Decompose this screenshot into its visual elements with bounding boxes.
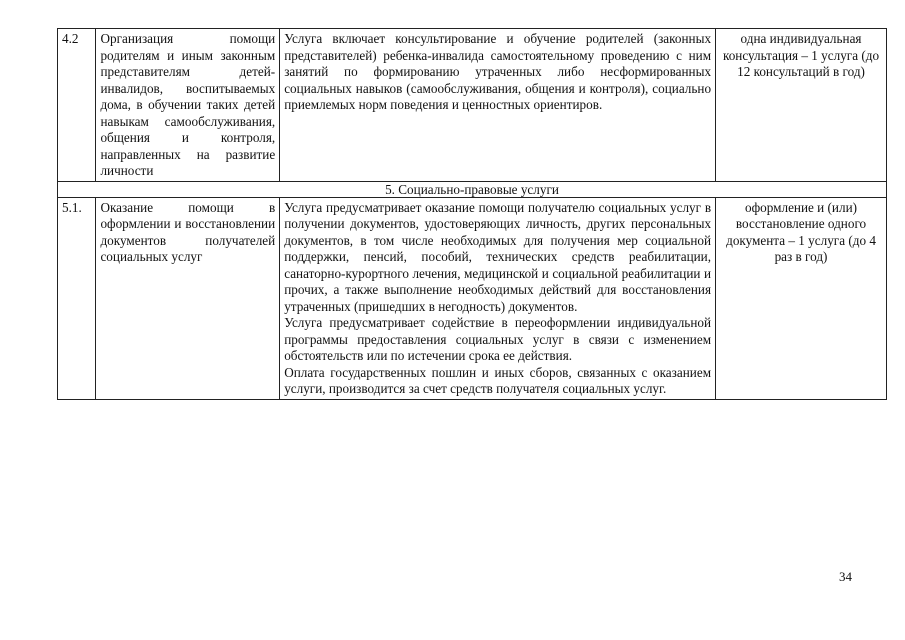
description-paragraph: Услуга предусматривает содействие в переоформлении индивидуальной программы предоставления социальных услуг в связи с изменением обстоятельств или по истечении срока ее действия. bbox=[284, 315, 712, 363]
description-paragraph: Услуга включает консультирование и обучение родителей (законных представителей) ребенка-инвалида самостоятельному проведению с ним занятий по формированию утраченных либо несформированных социальных навыков (самообслуживания, общения и контроля), социально приемлемых норм поведения и ценностных ориентиров. bbox=[284, 31, 712, 112]
table-row bbox=[58, 197, 887, 399]
description-paragraph: Услуга предусматривает оказание помощи получателю социальных услуг в получении документов, удостоверяющих личность, других персональных документов, в том числе необходимых для получения мер социальной поддержки, пенсий, пособий, технических средств реабилитации, санаторно-курортного лечения, медицинской и социальной реабилитации и прочих, а также выполнение необходимых действий для восстановления утраченных (пришедших в негодность) документов. bbox=[284, 199, 712, 314]
section-title: 5. Социально-правовые услуги bbox=[58, 181, 887, 197]
service-volume: оформление и (или) восстановление одного документа – 1 услуга (до 4 раз в год) bbox=[716, 197, 887, 399]
services-table bbox=[57, 28, 887, 400]
description-paragraph: Оплата государственных пошлин и иных сборов, связанных с оказанием услуги, производится за счет средств получателя социальных услуг. bbox=[284, 364, 712, 396]
service-description bbox=[280, 29, 716, 182]
page-number: 34 bbox=[839, 569, 852, 584]
table-row bbox=[58, 29, 887, 182]
row-number: 5.1. bbox=[58, 197, 96, 399]
service-name: Организация помощи родителям и иным законным представителям детей-инвалидов, воспитываемых дома, в обучении таких детей навыкам самообслуживания, общения и контроля, направленных на развитие личности bbox=[96, 29, 280, 182]
section-header-row bbox=[58, 181, 887, 197]
service-name: Оказание помощи в оформлении и восстановлении документов получателей социальных услуг bbox=[96, 197, 280, 399]
service-description bbox=[280, 197, 716, 399]
row-number: 4.2 bbox=[58, 29, 96, 182]
service-volume: одна индивидуальная консультация – 1 услуга (до 12 консультаций в год) bbox=[716, 29, 887, 182]
